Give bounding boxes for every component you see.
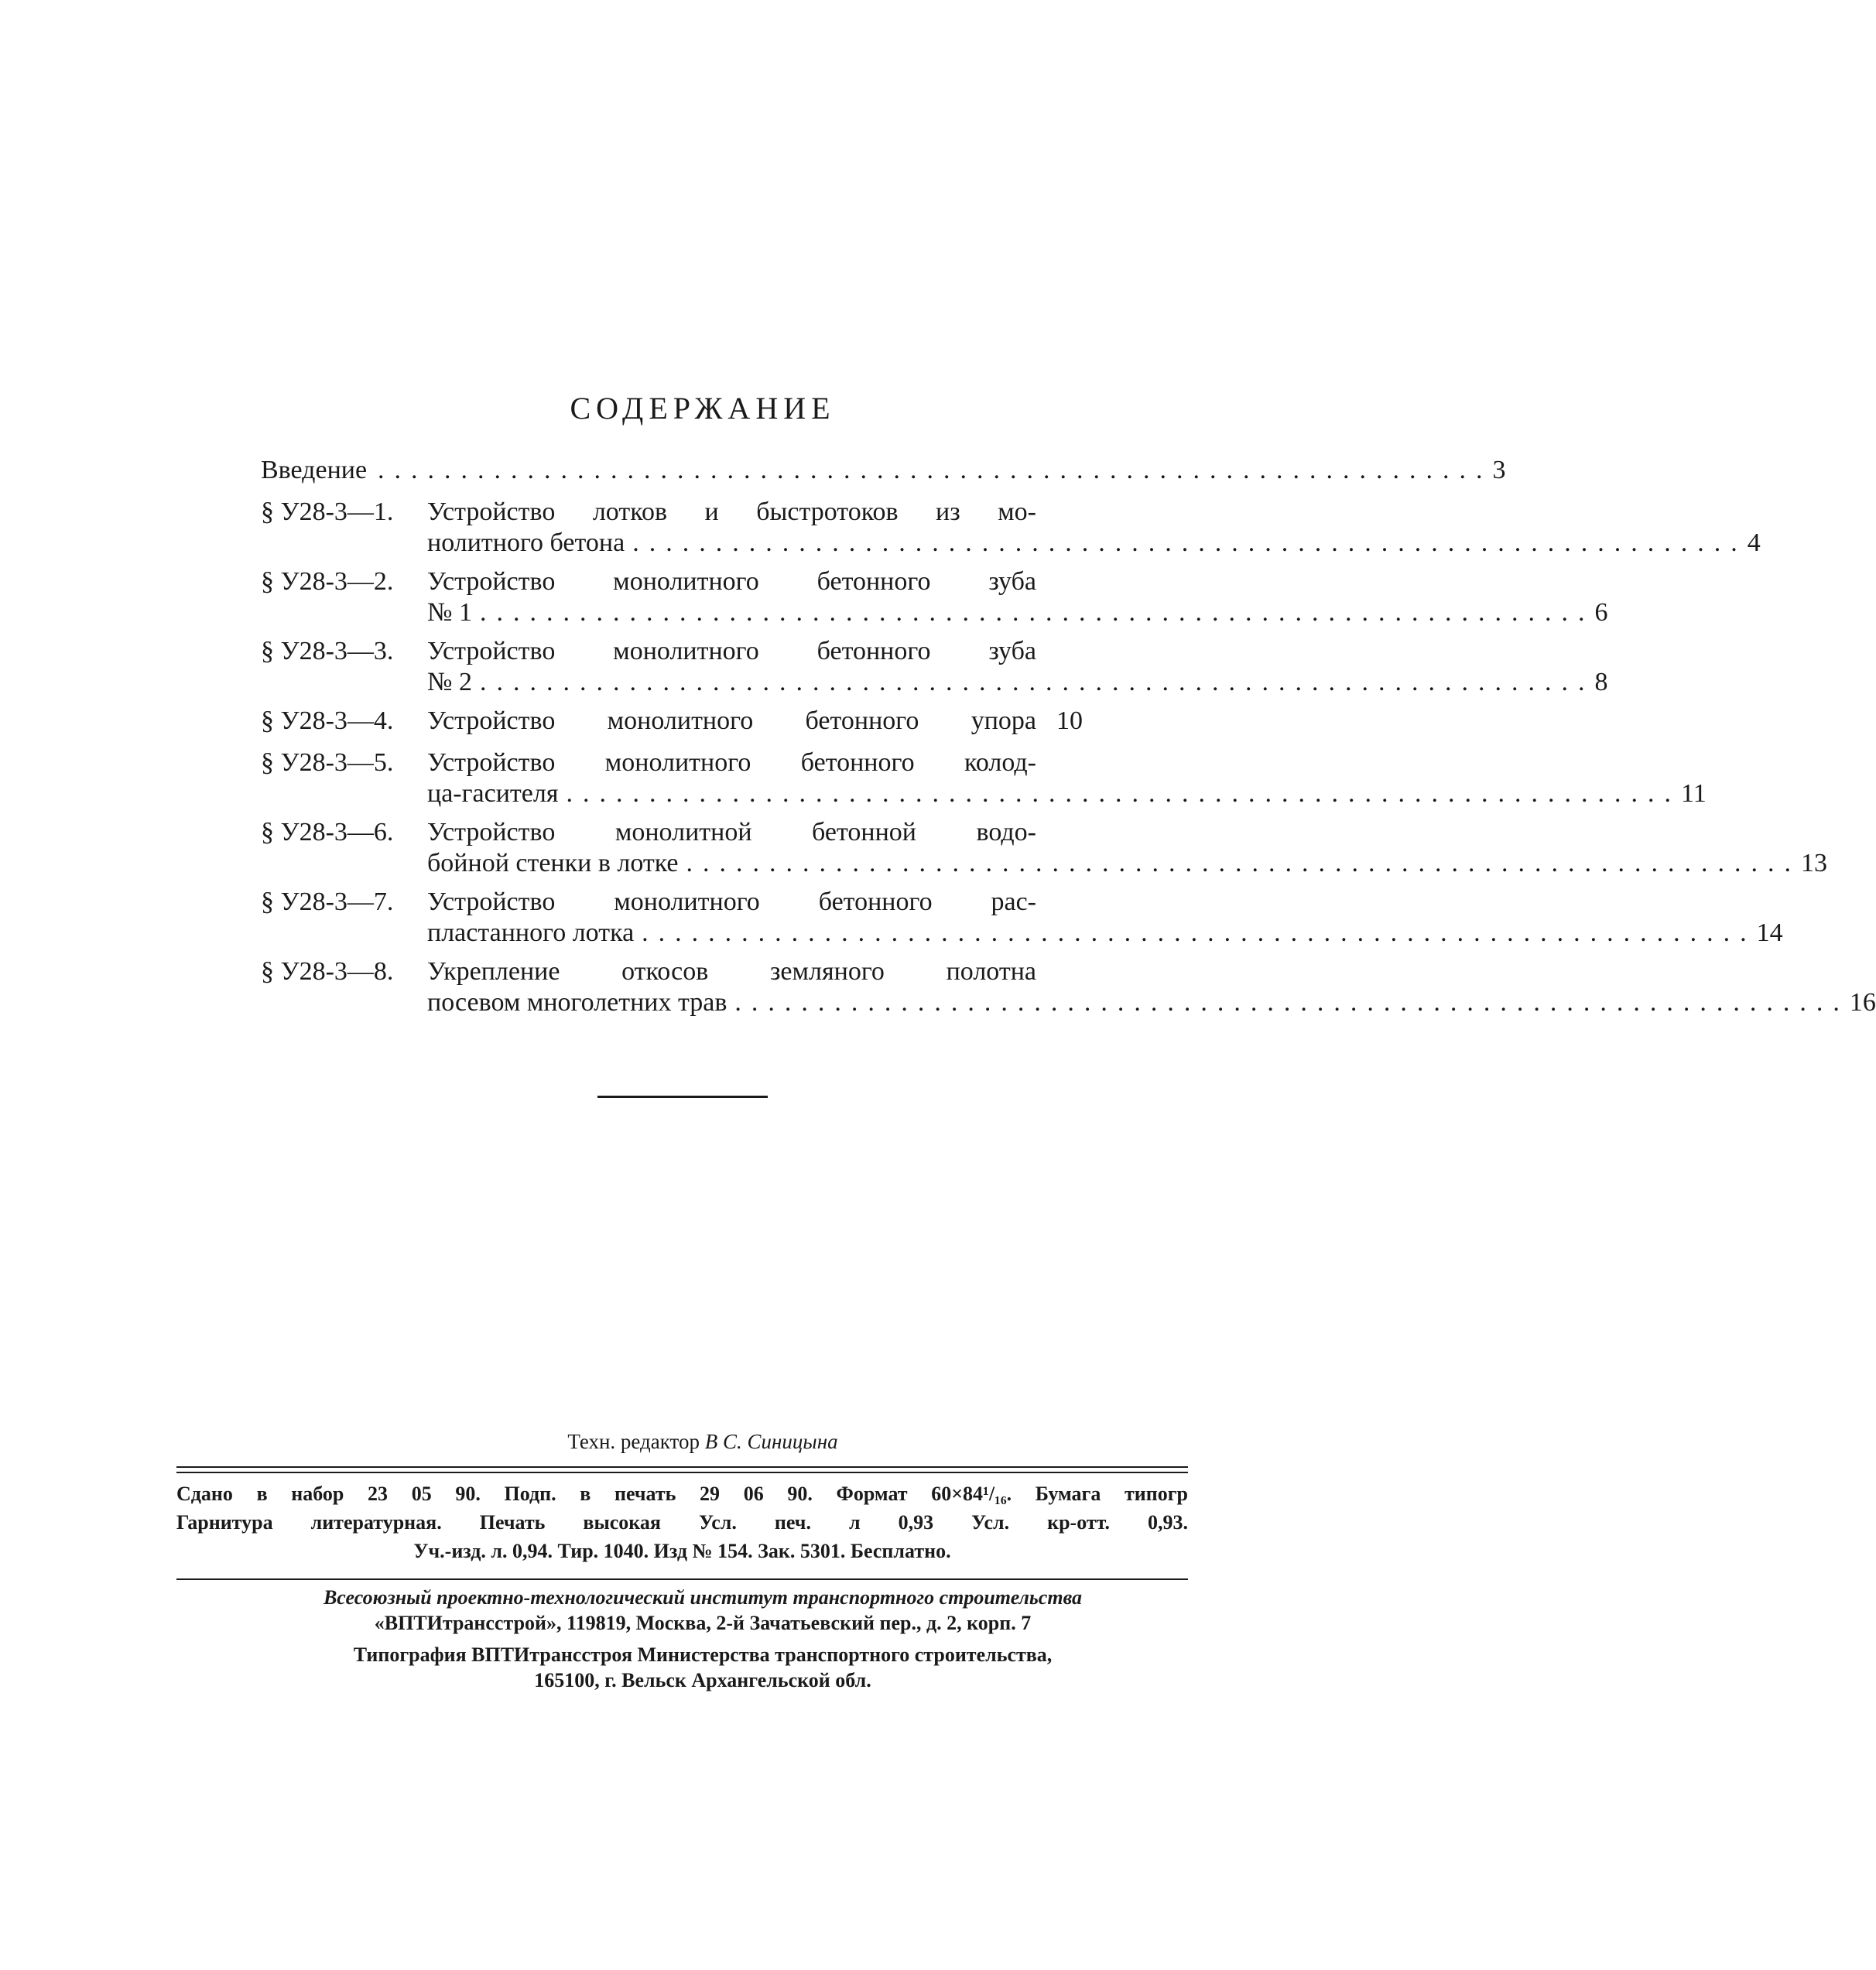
toc-page-number: 6 [1594,598,1608,627]
toc-section-code: § У28-3—8. [261,957,394,986]
imprint-line: Сдано в набор 23 05 90. Подп. в печать 29 06 90. Формат 60×84¹/₁₆. Бумага типогр [176,1483,1188,1505]
toc-entry-title: Устройство монолитного бетонного зуба [427,637,1036,665]
toc-entry-title-cont: № 2 [427,668,472,696]
rule-bottom [176,1578,1188,1580]
toc-section-code: § У28-3—4. [261,706,394,735]
separator-rule [597,1096,768,1098]
toc-title: СОДЕРЖАНИЕ [570,391,836,426]
toc-page-number: 13 [1801,849,1828,877]
toc-entry [261,636,1608,698]
imprint-line: Уч.-изд. л. 0,94. Тир. 1040. Изд № 154. Зак. 5301. Бесплатно. [413,1540,951,1562]
toc-entry [261,887,1783,949]
editor-label: Техн. редактор [567,1430,700,1453]
toc-entry-title: Устройство монолитного бетонного упора [427,706,1036,735]
dot-leader: ................................................................... [632,528,1748,557]
toc-section-code: § У28-3—1. [261,498,394,526]
dot-leader: ................................................................... [642,918,1757,947]
toc-section-code: § У28-3—6. [261,818,394,846]
double-rule-top [176,1466,1188,1473]
toc-section-code: § У28-3—3. [261,637,394,665]
toc-entry [261,706,1083,737]
toc-entry [261,566,1608,628]
dot-leader: ................................................................... [479,668,1595,696]
toc-page-number: 8 [1594,668,1608,696]
publisher-line: «ВПТИтрансстрой», 119819, Москва, 2-й Зачатьевский пер., д. 2, корп. 7 [374,1612,1032,1634]
toc-page-number: 4 [1747,528,1761,557]
toc-page-number: 14 [1756,918,1783,947]
toc-page-number: 11 [1681,779,1707,808]
toc-entry-intro [261,455,1506,486]
toc-entry [261,747,1707,809]
printer-line: 165100, г. Вельск Архангельской обл. [534,1669,871,1691]
toc-page-number: 10 [1056,706,1083,735]
dot-leader: ................................................................... [686,849,1802,877]
toc-page-number: 3 [1492,456,1506,484]
toc-entry-title-cont: посевом многолетних трав [427,988,727,1017]
toc-entry-title-cont: нолитного бетона [427,528,625,557]
toc-entry-label: Введение [261,456,368,484]
toc-entry-title: Устройство монолитного бетонного рас- [427,888,1036,916]
dot-leader: ................................................................... [378,456,1493,484]
toc-entry-title: Укрепление откосов земляного полотна [427,957,1036,986]
toc-entry-title: Устройство монолитного бетонного колод- [427,748,1036,777]
toc-entry-title-cont: бойной стенки в лотке [427,849,679,877]
toc-section-code: § У28-3—2. [261,567,394,596]
toc-entry-title-cont: № 1 [427,598,472,627]
toc-entry [261,817,1828,879]
toc-entry-title-cont: пластанного лотка [427,918,635,947]
publisher-line: Всесоюзный проектно-технологический институт транспортного строительства [323,1586,1083,1609]
toc-entry-title-cont: ца-гасителя [427,779,559,808]
printer-line: Типография ВПТИтрансстроя Министерства транспортного строительства, [353,1643,1053,1666]
toc-entry-title: Устройство монолитного бетонного зуба [427,567,1036,596]
toc-entry [261,956,1876,1018]
dot-leader: ................................................................... [479,598,1595,627]
imprint-block [176,1479,1188,1565]
publisher-block [0,1585,1405,1693]
imprint-line: Гарнитура литературная. Печать высокая Усл. печ. л 0,93 Усл. кр-отт. 0,93. [176,1511,1188,1534]
toc-page-number: 16 [1849,988,1876,1017]
editor-name: В С. Синицына [704,1430,838,1453]
dot-leader: ................................................................... [734,988,1850,1017]
toc-entry-title: Устройство монолитной бетонной водо- [427,818,1036,846]
toc-entry [261,497,1761,559]
toc-entry-title: Устройство лотков и быстротоков из мо- [427,498,1036,526]
dot-leader: ................................................................... [566,779,1681,808]
toc-section-code: § У28-3—7. [261,888,394,916]
tech-editor-line [0,1428,1405,1455]
toc-section-code: § У28-3—5. [261,748,394,777]
